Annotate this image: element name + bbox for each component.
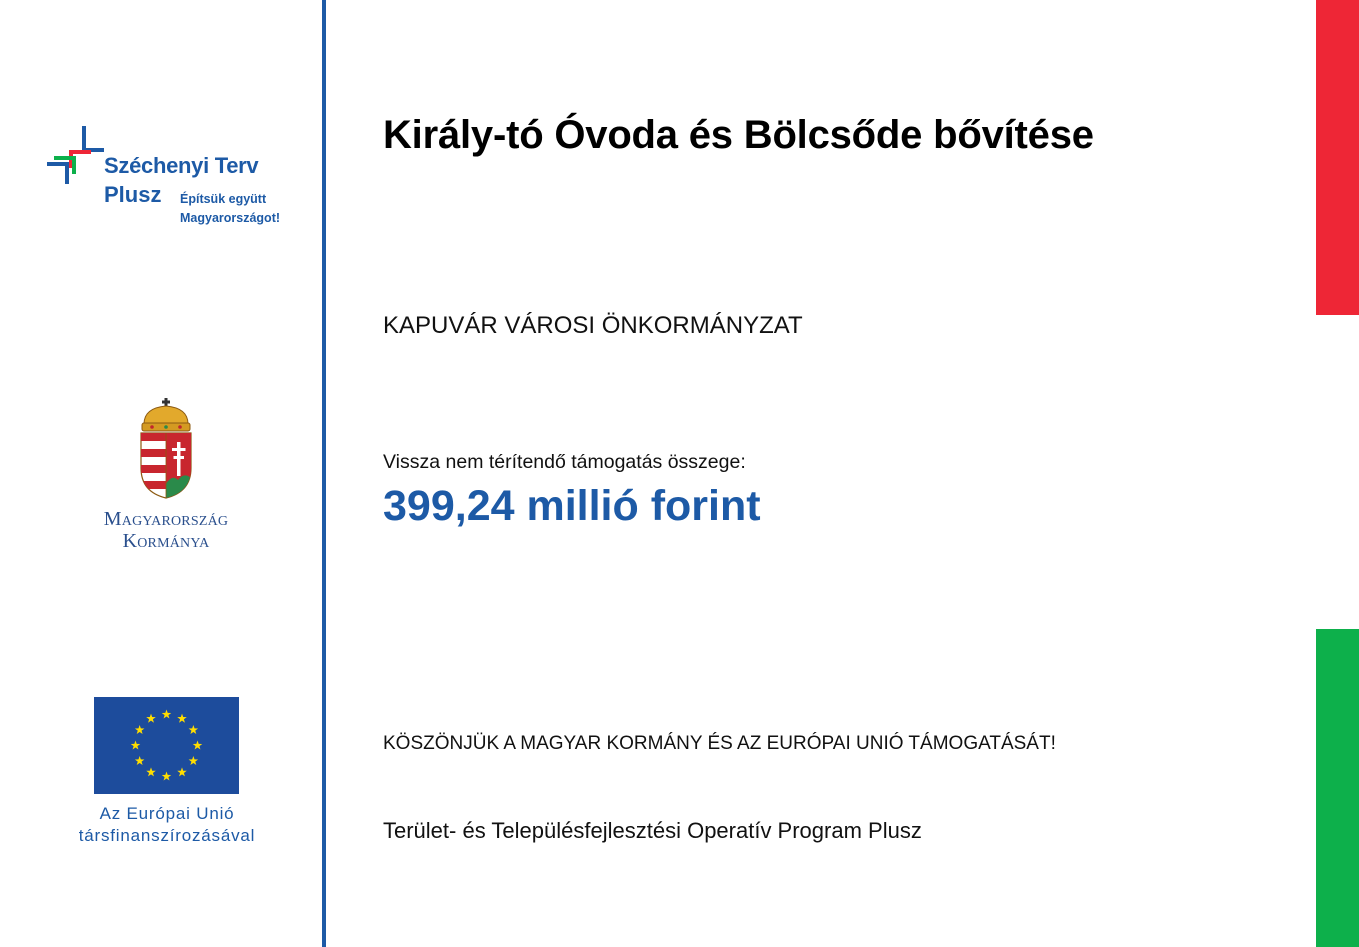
szechenyi-slogan-line1: Építsük együtt — [180, 192, 267, 206]
szechenyi-plusz: Plusz — [104, 182, 162, 207]
szechenyi-title: Széchenyi Terv — [104, 153, 259, 178]
government-logo — [80, 398, 260, 558]
government-name-line2 — [80, 530, 252, 553]
logo-panel — [0, 0, 322, 947]
flag-stripe-green — [1316, 629, 1359, 947]
szechenyi-cross-icon — [46, 126, 106, 186]
hungarian-coat-of-arms-icon — [138, 398, 194, 500]
beneficiary-name: KAPUVÁR VÁROSI ÖNKORMÁNYZAT — [383, 312, 803, 339]
government-name-text2: Kormánya — [122, 530, 210, 552]
szechenyi-terv-logo — [46, 126, 306, 236]
vertical-divider — [322, 0, 326, 947]
flag-stripe-red — [1316, 0, 1359, 315]
eu-flag-icon — [94, 697, 239, 794]
szechenyi-slogan — [180, 190, 280, 228]
project-title: Király-tó Óvoda és Bölcsőde bővítése — [383, 113, 1094, 157]
grant-label: Vissza nem térítendő támogatás összege: — [383, 451, 746, 473]
government-name-line1 — [80, 508, 252, 531]
thanks-text: KÖSZÖNJÜK A MAGYAR KORMÁNY ÉS AZ EURÓPAI UNIÓ TÁMOGATÁSÁT! — [383, 733, 1056, 754]
program-name: Terület- és Településfejlesztési Operatív Program Plusz — [383, 818, 922, 843]
szechenyi-slogan-line2: Magyarországot! — [180, 211, 281, 225]
eu-cofinancing-line2: társfinanszírozásával — [78, 826, 256, 845]
grant-amount: 399,24 millió forint — [383, 482, 761, 530]
eu-cofinancing-line1: Az Európai Unió — [99, 804, 235, 823]
government-name-text: Magyarország — [103, 508, 229, 530]
